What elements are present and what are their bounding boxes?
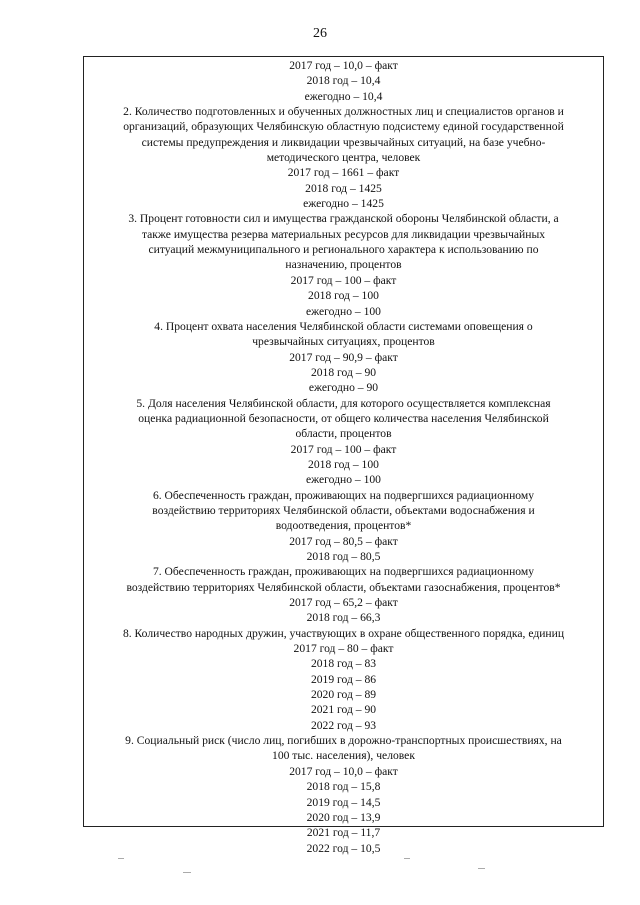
indicator-heading-line: воздействию территориях Челябинской области, объектами газоснабжения, процентов* [126, 580, 561, 594]
indicator-heading-line: 3. Процент готовности сил и имущества гражданской обороны Челябинской области, а [128, 212, 559, 226]
indicator-value: 2017 год – 65,2 – факт [289, 596, 398, 610]
indicator-heading-line: организаций, образующих Челябинскую областную подсистему единой государственной [123, 120, 564, 134]
indicator-value: 2019 год – 14,5 [306, 795, 381, 809]
indicator-heading-line: 5. Доля населения Челябинской области, для которого осуществляется комплексная [136, 396, 551, 410]
indicator-value: 2017 год – 1661 – факт [287, 166, 400, 180]
indicator-value: ежегодно – 100 [306, 304, 381, 318]
indicator-value: 2020 год – 13,9 [306, 810, 381, 824]
indicator-value: 2022 год – 10,5 [306, 841, 381, 855]
indicator-heading-line: 6. Обеспеченность граждан, проживающих на подвергшихся радиационному [152, 488, 535, 502]
indicator-value: 2021 год – 11,7 [306, 826, 381, 840]
indicator-heading-line: 4. Процент охвата населения Челябинской области системами оповещения о [154, 319, 533, 333]
indicator-value: 2017 год – 10,0 – факт [289, 764, 398, 778]
indicator-value: ежегодно – 100 [306, 473, 381, 487]
indicator-value: 2018 год – 15,8 [306, 780, 381, 794]
indicator-value: ежегодно – 90 [308, 381, 379, 395]
indicator-heading-line: 9. Социальный риск (число лиц, погибших в дорожно-транспортных происшествиях, на [125, 734, 562, 748]
indicator-heading-line: 2. Количество подготовленных и обученных должностных лиц и специалистов органов и [123, 105, 564, 119]
indicator-value: 2017 год – 100 – факт [290, 442, 397, 456]
indicator-heading-line: назначению, процентов [285, 258, 402, 272]
indicator-value: 2021 год – 90 [310, 703, 377, 717]
indicator-heading-line: 100 тыс. населения), человек [272, 749, 415, 763]
indicator-heading-line: системы предупреждения и ликвидации чрезвычайных ситуаций, на базе учебно- [141, 135, 546, 149]
indicator-value: 2018 год – 100 [308, 289, 379, 303]
indicator-value: 2018 год – 10,4 [306, 74, 381, 88]
indicator-heading-line: воздействию территориях Челябинской области, объектами водоснабжения и [152, 503, 535, 517]
scan-speck [118, 858, 124, 859]
indicator-value: ежегодно – 10,4 [304, 89, 383, 103]
indicator-heading-line: оценка радиационной безопасности, от общего количества населения Челябинской [138, 411, 549, 425]
indicator-heading-line: области, процентов [295, 427, 392, 441]
indicator-value: 2020 год – 89 [310, 688, 377, 702]
indicator-value: 2018 год – 1425 [305, 181, 382, 195]
indicator-value: 2018 год – 80,5 [306, 550, 381, 563]
scan-speck [183, 872, 191, 873]
indicator-value: 2018 год – 90 [310, 365, 377, 379]
scan-speck [404, 858, 410, 859]
indicator-value: ежегодно – 1425 [303, 197, 384, 211]
indicator-value: 2022 год – 93 [310, 718, 377, 732]
indicator-value: 2018 год – 83 [310, 657, 377, 671]
indicator-heading-line: 7. Обеспеченность граждан, проживающих на подвергшихся радиационному [152, 565, 535, 579]
indicator-value: 2017 год – 100 – факт [290, 273, 397, 287]
indicator-value: 2018 год – 100 [308, 457, 379, 471]
indicator-value: 2017 год – 80,5 – факт [289, 534, 398, 548]
indicator-heading-line: методического центра, человек [266, 151, 421, 165]
indicator-heading-line: водоотведения, процентов* [275, 519, 412, 533]
indicator-list [84, 58, 603, 856]
indicator-value: 2019 год – 86 [310, 672, 377, 686]
page-number: 26 [313, 26, 327, 41]
indicator-heading-line: также имущества резерва материальных ресурсов для ликвидации чрезвычайных [141, 227, 546, 241]
indicator-table-cell [83, 56, 604, 855]
scan-speck [478, 868, 485, 869]
indicator-value: 2017 год – 80 – факт [293, 642, 394, 656]
indicator-value: 2018 год – 66,3 [306, 611, 381, 625]
indicator-heading-line: чрезвычайных ситуациях, процентов [252, 335, 435, 349]
indicator-value: 2017 год – 10,0 – факт [289, 59, 398, 72]
indicator-heading-line: ситуаций межмуниципального и регионального характера к использованию по [148, 243, 539, 257]
indicator-value: 2017 год – 90,9 – факт [289, 350, 398, 364]
indicator-heading-line: 8. Количество народных дружин, участвующих в охране общественного порядка, единиц [122, 626, 565, 640]
